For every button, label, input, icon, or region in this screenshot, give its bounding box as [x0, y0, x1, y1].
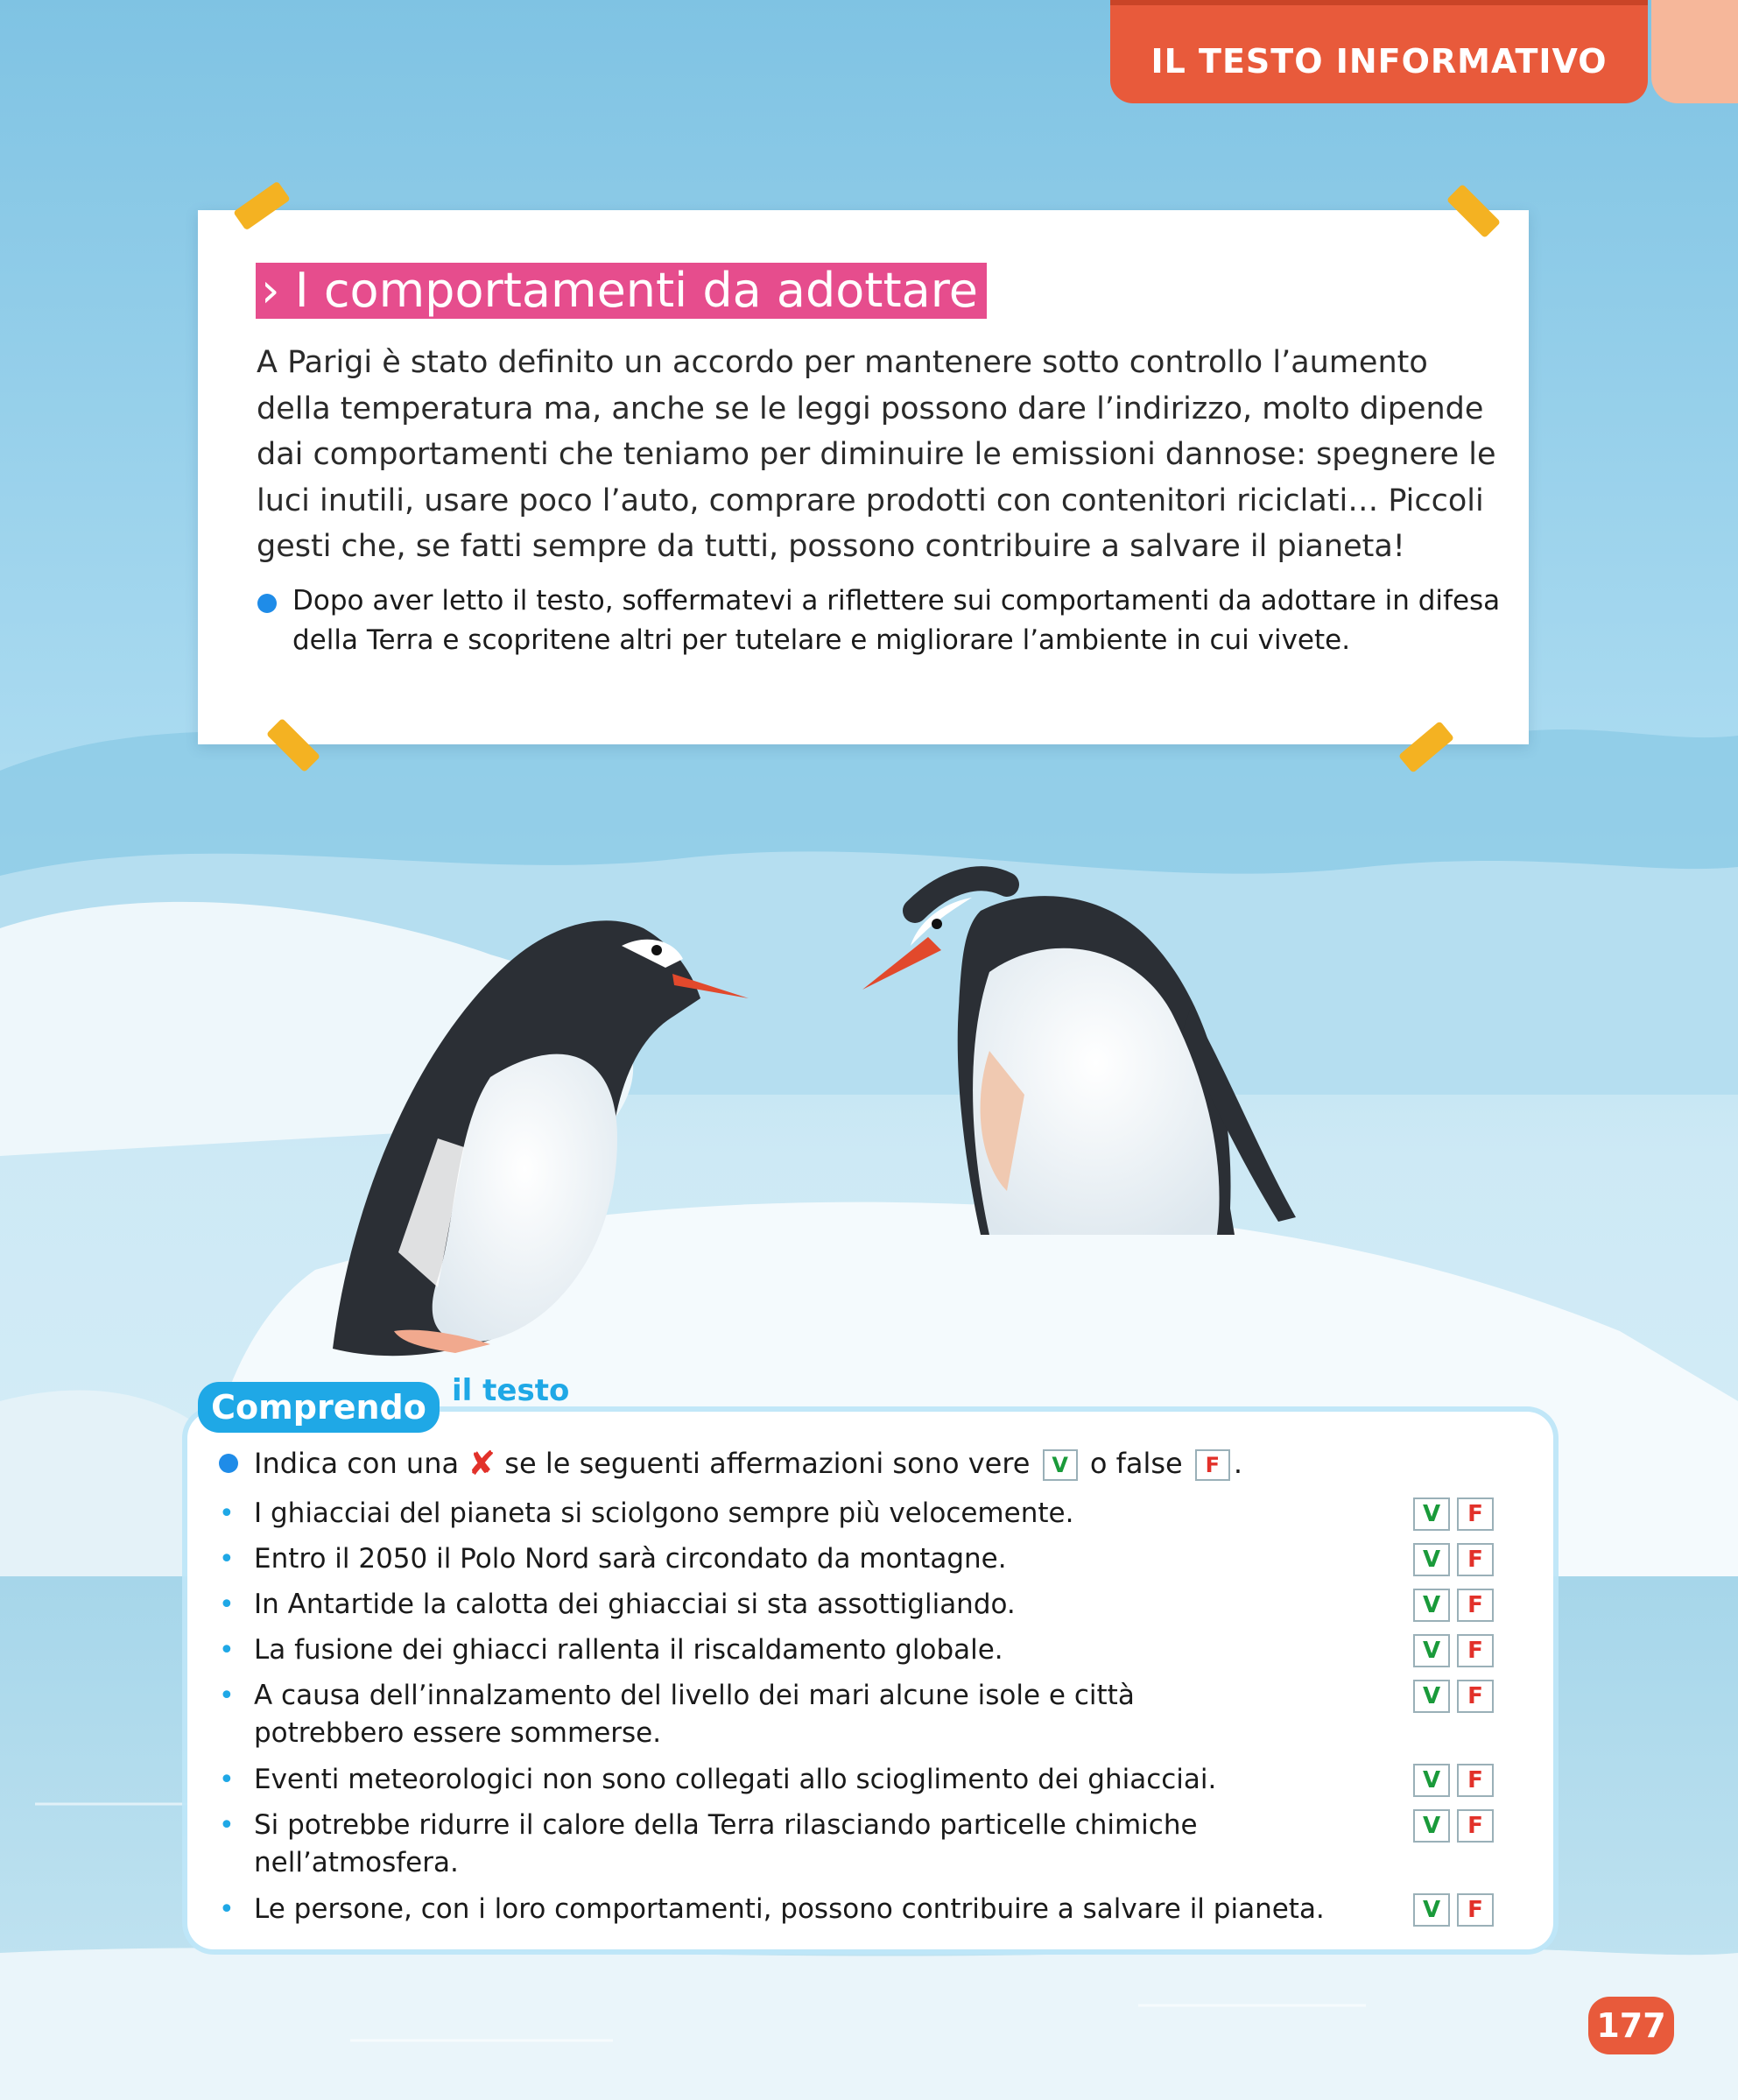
bullet-dot: •: [219, 1589, 235, 1620]
bullet-dot: •: [219, 1810, 235, 1841]
statement-5: [219, 1677, 1165, 1752]
blue-dot-icon: [257, 594, 277, 613]
instruction-end: .: [1233, 1447, 1243, 1480]
statement-text: Entro il 2050 il Polo Nord sarà circondato da montagne.: [254, 1543, 1007, 1575]
corner-tab-decoration: [1651, 0, 1738, 103]
false-checkbox-3[interactable]: F: [1457, 1589, 1494, 1622]
true-checkbox-2[interactable]: V: [1413, 1543, 1450, 1576]
red-cross-icon: ✘: [468, 1444, 496, 1483]
statement-4: [219, 1631, 1392, 1669]
instruction-middle: se le seguenti affermazioni sono vere: [504, 1447, 1031, 1480]
true-checkbox-8[interactable]: V: [1413, 1893, 1450, 1927]
bullet-dot: •: [219, 1681, 235, 1711]
statement-text: Eventi meteorologici non sono collegati allo scioglimento dei ghiacciai.: [254, 1764, 1217, 1795]
true-checkbox-1[interactable]: V: [1413, 1497, 1450, 1531]
statement-6: [219, 1761, 1392, 1799]
true-checkbox-4[interactable]: V: [1413, 1634, 1450, 1667]
statement-3: [219, 1586, 1392, 1624]
bullet-dot: •: [219, 1544, 235, 1575]
section-heading: › I comportamenti da adottare: [256, 263, 987, 319]
false-checkbox-6[interactable]: F: [1457, 1764, 1494, 1797]
inline-true-box: V: [1043, 1449, 1078, 1481]
instruction-or: o false: [1089, 1447, 1183, 1480]
comprendo-badge: Comprendo: [198, 1382, 440, 1433]
false-checkbox-8[interactable]: F: [1457, 1893, 1494, 1927]
true-checkbox-6[interactable]: V: [1413, 1764, 1450, 1797]
section-tab: [1110, 0, 1648, 103]
blue-dot-icon: [219, 1454, 238, 1473]
statement-text: La fusione dei ghiacci rallenta il riscaldamento globale.: [254, 1634, 1003, 1666]
statement-text: In Antartide la calotta dei ghiacciai si sta assottigliando.: [254, 1589, 1016, 1620]
statement-7: [219, 1807, 1392, 1882]
bullet-dot: •: [219, 1498, 235, 1529]
false-checkbox-7[interactable]: F: [1457, 1809, 1494, 1843]
exercise-instruction: [254, 1444, 1242, 1483]
article-paragraph: A Parigi è stato definito un accordo per mantenere sotto controllo l’aumento della temperatura ma, anche se le leggi possono dare l’indirizzo, molto dipende dai comportamenti che teniamo per diminuire le emissioni dannose: spegnere le luci inutili, usare poco l’auto, comprare prodotti con contenitori riciclati… Piccoli gesti che, se fatti sempre da tutti, possono contribuire a salvare il pianeta!: [257, 345, 1496, 564]
instruction-before: Indica con una: [254, 1447, 460, 1480]
statement-text: Le persone, con i loro comportamenti, possono contribuire a salvare il pianeta.: [254, 1893, 1325, 1925]
statement-text: A causa dell’innalzamento del livello dei mari alcune isole e città potrebbero essere sommerse.: [254, 1680, 1135, 1749]
false-checkbox-4[interactable]: F: [1457, 1634, 1494, 1667]
true-checkbox-7[interactable]: V: [1413, 1809, 1450, 1843]
section-tab-label: IL TESTO INFORMATIVO: [1150, 42, 1608, 81]
true-checkbox-5[interactable]: V: [1413, 1680, 1450, 1713]
bullet-dot: •: [219, 1635, 235, 1666]
true-checkbox-3[interactable]: V: [1413, 1589, 1450, 1622]
false-checkbox-2[interactable]: F: [1457, 1543, 1494, 1576]
discussion-instruction: Dopo aver letto il testo, soffermatevi a riflettere sui comportamenti da adottare in difesa della Terra e scopritene altri per tutelare e migliorare l’ambiente in cui vivete.: [292, 585, 1501, 656]
statement-text: I ghiacciai del pianeta si sciolgono sempre più velocemente.: [254, 1497, 1074, 1529]
bullet-dot: •: [219, 1894, 235, 1925]
statement-8: [219, 1891, 1392, 1928]
bullet-dot: •: [219, 1765, 235, 1795]
inline-false-box: F: [1195, 1449, 1230, 1481]
page-number: 177: [1588, 1997, 1674, 2054]
statement-2: [219, 1540, 1392, 1578]
comprendo-badge-suffix: il testo: [452, 1373, 570, 1408]
false-checkbox-1[interactable]: F: [1457, 1497, 1494, 1531]
statement-text: Si potrebbe ridurre il calore della Terra rilasciando particelle chimiche nell’atmosfera.: [254, 1809, 1198, 1878]
statement-1: [219, 1495, 1392, 1533]
false-checkbox-5[interactable]: F: [1457, 1680, 1494, 1713]
